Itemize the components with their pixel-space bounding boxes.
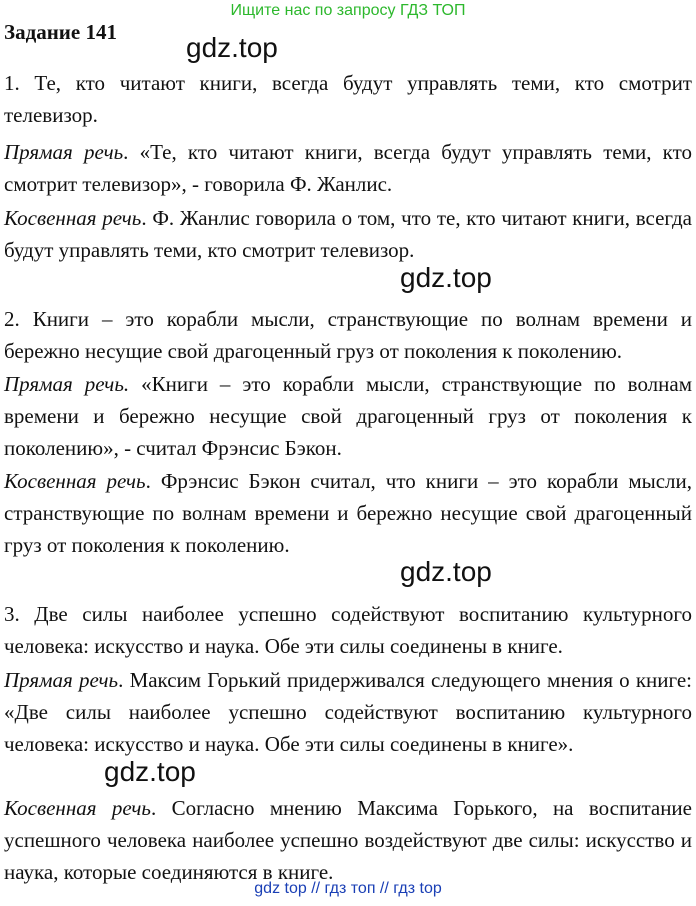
direct-speech-1: Прямая речь. «Те, кто читают книги, всегда будут управлять теми, кто смотрит телевизор», - говорила Ф. Жанлис. (4, 140, 692, 196)
direct-speech-label: Прямая речь. (4, 372, 130, 396)
top-banner[interactable]: Ищите нас по запросу ГДЗ ТОП (230, 2, 466, 19)
indirect-speech-text: Ф. Жанлис говорила о том, что те, кто читают книги, всегда будут управлять теми, кто смотрит телевизор. (4, 206, 693, 262)
direct-speech-text: «Книги – это корабли мысли, странствующие по волнам времени и бережно несущие свой драгоценный груз от поколения к поколению», - считал Фрэнсис Бэкон. (4, 372, 693, 460)
watermark: gdz.top (400, 556, 492, 587)
indirect-speech-1: Косвенная речь. Ф. Жанлис говорила о том, что те, кто читают книги, всегда будут управлять теми, кто смотрит телевизор. (4, 206, 693, 262)
direct-speech-text: Максим Горький придерживался следующего мнения о книге: «Две силы наиболее успешно содействуют воспитанию культурного человека: искусство и наука. Обе эти силы соединены в книге». (4, 668, 693, 756)
indirect-speech-2: Косвенная речь. Фрэнсис Бэкон считал, что книги – это корабли мысли, странствующие по волнам времени и бережно несущие свой драгоценный груз от поколения к поколению. (4, 469, 693, 557)
footer-links[interactable]: gdz top // гдз топ // гдз top (254, 880, 442, 897)
indirect-speech-text: Фрэнсис Бэкон считал, что книги – это корабли мысли, странствующие по волнам времени и бережно несущие свой драгоценный груз от поколения к поколению. (4, 469, 693, 557)
indirect-speech-text: Согласно мнению Максима Горького, на воспитание успешного человека наиболее успешно воздействуют две силы: искусство и наука, которые соединяются в книге. (4, 796, 692, 884)
watermark: gdz.top (104, 756, 196, 787)
direct-speech-text: «Те, кто читают книги, всегда будут управлять теми, кто смотрит телевизор», - говорила Ф. Жанлис. (4, 140, 692, 196)
watermark: gdz.top (186, 32, 278, 63)
direct-speech-2 (4, 368, 692, 464)
indirect-speech-label: Косвенная речь (4, 469, 146, 493)
indirect-speech-label: Косвенная речь (4, 206, 142, 230)
sentence-1: 1. Те, кто читают книги, всегда будут управлять теми, кто смотрит телевизор. (4, 71, 692, 127)
direct-speech-label: Прямая речь (4, 140, 124, 164)
direct-speech-label: Прямая речь (4, 668, 119, 692)
sentence-3: 3. Две силы наиболее успешно содействуют воспитанию культурного человека: искусство и наука. Обе эти силы соединены в книге. (4, 602, 692, 658)
indirect-speech-3: Косвенная речь. Согласно мнению Максима Горького, на воспитание успешного человека наиболее успешно воздействуют две силы: искусство и наука, которые соединяются в книге. (4, 796, 692, 884)
task-title: Задание 141 (4, 20, 117, 44)
watermark: gdz.top (400, 262, 492, 293)
direct-speech-3: Прямая речь. Максим Горький придерживался следующего мнения о книге: «Две силы наиболее успешно содействуют воспитанию культурного человека: искусство и наука. Обе эти силы соединены в книге». (4, 668, 693, 756)
indirect-speech-label: Косвенная речь (4, 796, 151, 820)
sentence-2: 2. Книги – это корабли мысли, странствующие по волнам времени и бережно несущие свой драгоценный груз от поколения к поколению. (4, 307, 692, 363)
